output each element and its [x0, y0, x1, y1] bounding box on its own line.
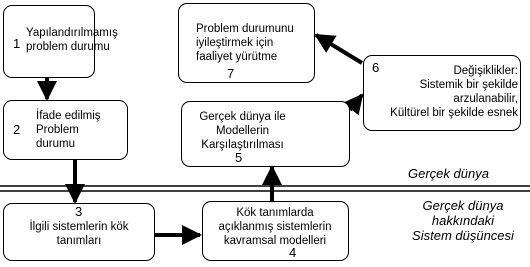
step-6-number: 6	[372, 60, 380, 75]
step-6-text: Değişiklikler: Sistemik bir şekilde arzulanabilir, Kültürel bir şekilde esnek	[390, 65, 518, 119]
step-3-number: 3	[75, 204, 83, 219]
step-7-box	[178, 3, 315, 83]
step-2-text: İfade edilmiş Problem durumu	[36, 110, 101, 150]
systems-thinking-label: Gerçek dünya hakkındaki Sistem düşüncesi	[412, 198, 514, 243]
step-3-text: İlgili sistemlerin kök tanımları	[29, 221, 129, 247]
arrow-5-to-6	[350, 95, 362, 110]
step-2-box	[3, 100, 128, 160]
step-1-text: Yapılandırılmamış problem durumu	[26, 27, 118, 53]
step-4-box	[202, 201, 349, 261]
step-3-box	[3, 203, 155, 261]
step-4-text: Kök tanımlarda açıklanmış sistemlerin kavramsal modelleri	[218, 207, 332, 247]
step-7-text: Problem durumunu iyileştirmek için faaliyet yürütme	[196, 23, 294, 63]
step-2-number: 2	[13, 122, 21, 137]
step-5-box	[181, 101, 350, 167]
step-1-box	[3, 5, 118, 78]
step-5-text: Gerçek dünya ile Modellerin Karşılaştırılması	[199, 111, 286, 151]
arrow-6-to-7	[316, 35, 362, 63]
step-1-number: 1	[13, 36, 21, 51]
step-7-number: 7	[227, 66, 235, 81]
real-world-label: Gerçek dünya	[408, 166, 489, 181]
step-4-number: 4	[289, 245, 297, 260]
step-6-box	[363, 55, 521, 131]
step-5-number: 5	[235, 150, 243, 165]
